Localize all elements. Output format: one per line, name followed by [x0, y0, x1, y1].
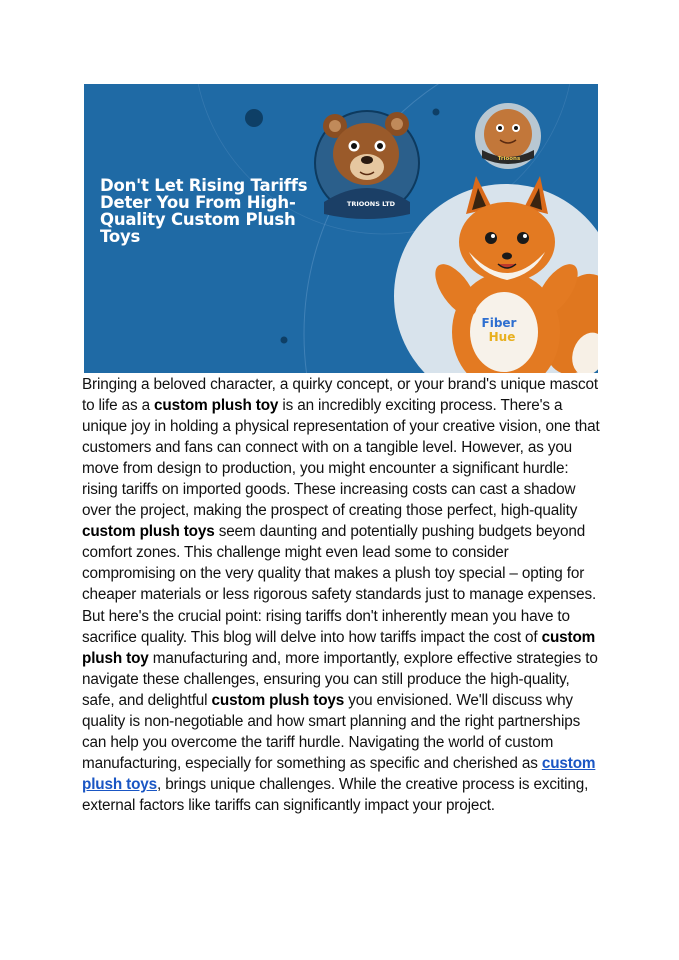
body-text: seem daunting and potentially pushing budgets beyond comfort zones. This challenge might even lead some to consider compromising on the very quality that makes a plush toy special – opting for cheaper materials or less rigorous safety standards just to manage expenses. But here's the crucial point: rising tariffs don't inherently mean you have to sacrifice quality. This blog will delve into how tariffs impact the cost of	[82, 523, 597, 646]
decor-dot-large	[245, 109, 263, 127]
keyword-bold: custom plush toy	[82, 628, 596, 667]
keyword-bold: custom plush toys	[82, 523, 215, 541]
keyword-bold: custom plush toy	[154, 397, 279, 415]
keyword-bold: custom plush toys	[211, 691, 345, 709]
body-text: is an incredibly exciting process. There's a unique joy in holding a physical representation of your creative vision, one that customers and fans can connect with on a tangible level. However, as you move from design to production, you might encounter a significant hurdle: rising tariffs on imported goods. These increasing costs can cast a shadow over the project, making the prospect of creating those perfect, high-quality	[82, 397, 600, 520]
article-body	[82, 374, 602, 816]
body-text: Bringing a beloved character, a quirky concept, or your brand's unique mascot to life as a	[82, 376, 599, 415]
fox-logo-line1: Fiber	[481, 316, 517, 330]
bear-shirt-text: TRIOONS LTD	[346, 200, 396, 208]
fox-logo-line2: Hue	[488, 330, 516, 344]
body-text: you envisioned. We'll discuss why quality is non-negotiable and how smart planning and the right partnerships can help you overcome the tariff hurdle. Navigating the world of custom manufacturing, especially for something as specific and cherished as	[82, 691, 581, 772]
body-text: , brings unique challenges. While the creative process is exciting, external factors like tariffs can significantly impact your project.	[82, 775, 589, 814]
small-plush-text: Trioons	[497, 156, 521, 162]
decor-dot-small	[433, 109, 440, 116]
decor-dot-small	[281, 337, 288, 344]
hero-banner	[84, 84, 598, 373]
custom-plush-toys-link[interactable]: custom plush toys	[82, 754, 596, 793]
body-text: manufacturing and, more importantly, explore effective strategies to navigate these challenges, ensuring you can still produce the high-quality, safe, and delightful	[82, 649, 598, 709]
banner-title: Don't Let Rising Tariffs Deter You From High-Quality Custom Plush Toys	[100, 176, 308, 246]
